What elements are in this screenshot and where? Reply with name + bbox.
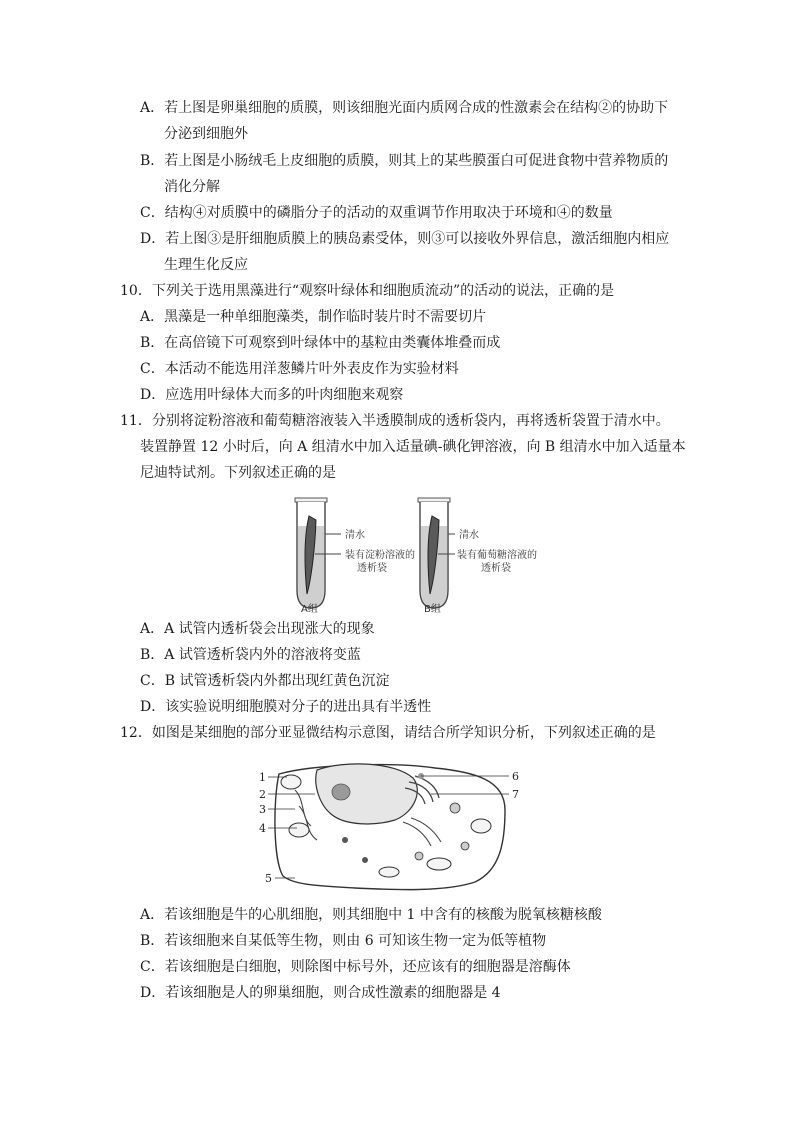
vesicle [450,803,460,813]
q12-option-a: A．若该细胞是牛的心肌细胞，则其细胞中 1 中含有的核酸为脱氧核糖核酸 [140,907,602,923]
mitochondrion [427,858,451,870]
q10-option-d: D．应选用叶绿体大而多的叶肉细胞来观察 [140,387,404,403]
q12-option-b: B．若该细胞来自某低等生物，则由 6 可知该生物一定为低等植物 [140,933,547,949]
q12-option-d: D．若该细胞是人的卵巢细胞，则合成性激素的细胞器是 4 [140,985,501,1001]
tube-b-water-label: 清水 [459,530,479,541]
q11-option-d: D．该实验说明细胞膜对分子的进出具有半透性 [140,699,432,715]
q10-stem: 10．下列关于选用黑藻进行“观察叶绿体和细胞质流动”的活动的说法，正确的是 [120,283,615,299]
cell-label-7: 7 [512,788,519,801]
mitochondrion [289,823,309,837]
cell-label-5: 5 [265,872,272,885]
cell-label-6: 6 [512,770,519,783]
cell-label-3: 3 [259,803,266,816]
dialysis-test-tube-figure [285,490,585,615]
tube-a-water-label: 清水 [345,530,365,541]
test-tube-b [418,498,455,608]
q12-stem: 12．如图是某细胞的部分亚显微结构示意图，请结合所学知识分析，下列叙述正确的是 [120,725,656,741]
nucleolus [332,784,350,800]
q10-option-c: C．本活动不能选用洋葱鳞片叶外表皮作为实验材料 [140,361,459,377]
q9-option-a-cont: 分泌到细胞外 [164,126,248,142]
mitochondrion [471,819,491,833]
tube-b-bag-label-1: 装有葡萄糖溶液的 [457,550,537,561]
tube-a-bag-label-2: 透析袋 [357,563,387,574]
q10-option-a: A．黑藻是一种单细胞藻类，制作临时装片时不需要切片 [140,309,487,325]
q11-option-b: B．A 试管透析袋内外的溶液将变蓝 [140,647,361,663]
cell-label-1: 1 [259,771,266,784]
cell-ultrastructure-figure [255,760,535,895]
q12-option-c: C．若该细胞是白细胞，则除图中标号外，还应该有的细胞器是溶酶体 [140,959,571,975]
q11-stem-line3: 尼迪特试剂。下列叙述正确的是 [140,465,336,481]
q9-option-c: C．结构④对质膜中的磷脂分子的活动的双重调节作用取决于环境和④的数量 [140,205,613,221]
q9-option-b-cont: 消化分解 [164,179,220,195]
q10-option-b: B．在高倍镜下可观察到叶绿体中的基粒由类囊体堆叠而成 [140,335,501,351]
cell-label-4: 4 [259,822,266,835]
vesicle [461,842,469,850]
test-tube-a [295,498,341,608]
vesicle [342,837,348,843]
tube-a-bag-label-1: 装有淀粉溶液的 [345,550,415,561]
q11-option-c: C．B 试管透析袋内外都出现红黄色沉淀 [140,673,390,689]
vesicle [415,852,423,860]
mitochondrion [379,867,399,877]
tube-a-group-label: A组 [301,604,318,615]
q11-option-a: A．A 试管内透析袋会出现涨大的现象 [140,621,375,637]
tube-b-group-label: B组 [424,604,441,615]
q11-stem-line2: 装置静置 12 小时后，向 A 组清水中加入适量碘-碘化钾溶液，向 B 组清水中加入适量本 [140,439,686,455]
q9-option-b: B．若上图是小肠绒毛上皮细胞的质膜，则其上的某些膜蛋白可促进食物中营养物质的 [140,153,669,169]
vesicle [362,857,368,863]
q9-option-d: D．若上图③是肝细胞质膜上的胰岛素受体，则③可以接收外界信息，激活细胞内相应 [140,231,670,247]
q9-option-d-cont: 生理生化反应 [164,257,248,273]
cell-label-2: 2 [259,788,266,801]
q11-stem-line1: 11．分别将淀粉溶液和葡萄糖溶液装入半透膜制成的透析袋内，再将透析袋置于清水中。 [120,413,670,429]
q9-option-a: A．若上图是卵巢细胞的质膜，则该细胞光面内质网合成的性激素会在结构②的协助下 [140,100,669,116]
tube-b-bag-label-2: 透析袋 [481,563,511,574]
